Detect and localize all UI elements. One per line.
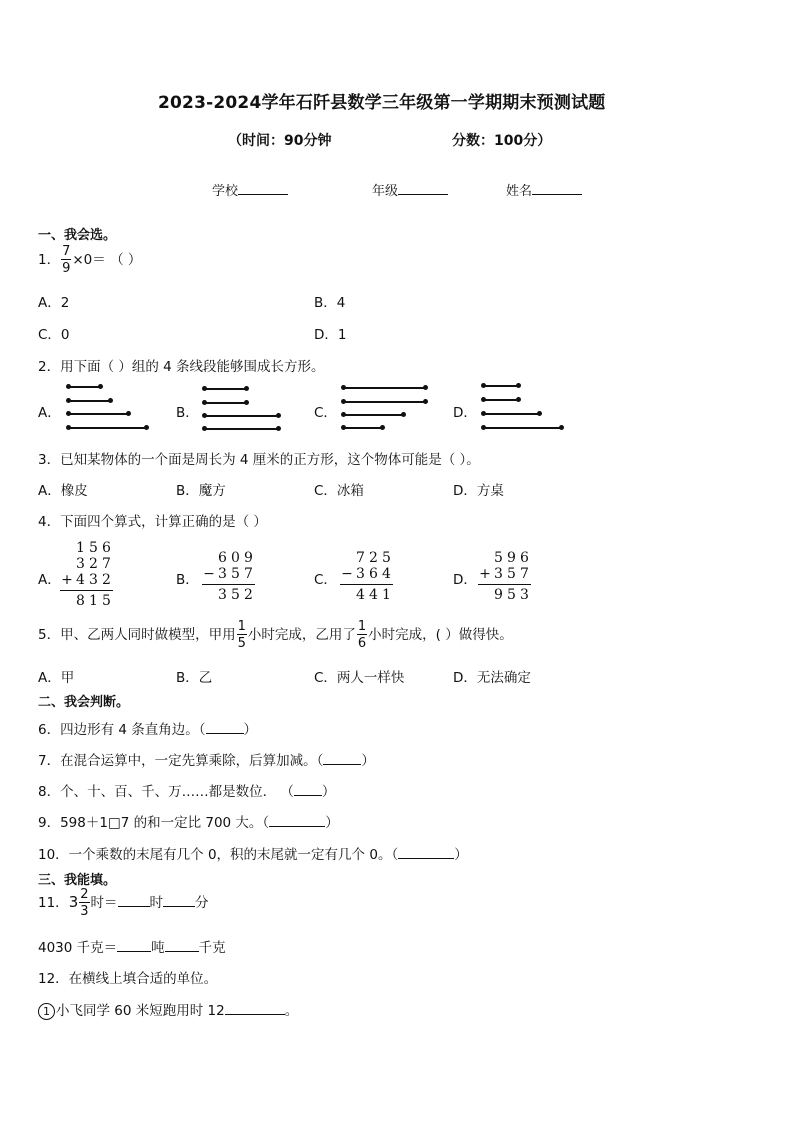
line-segment <box>204 428 279 430</box>
fraction <box>79 888 89 918</box>
arithmetic-c: 7 2 5 − 3 6 4 4 4 1 <box>340 550 393 603</box>
q5-option-a[interactable]: A．甲 <box>38 670 75 686</box>
question-text: 10．一个乘数的末尾有几个 0，积的末尾就一定有几个 0。（ <box>38 847 399 863</box>
section-heading: 一、我会选。 <box>38 228 117 243</box>
q1-text: ×0＝ （ ） <box>72 252 142 268</box>
time-label: （时间：90分钟 <box>228 133 332 149</box>
question-11-line-2 <box>38 936 226 956</box>
q5-option-c[interactable]: C．两人一样快 <box>314 670 405 686</box>
unit-text: 吨 <box>151 940 165 956</box>
arithmetic-a: 1 5 6 3 2 7 + 4 3 2 8 1 5 <box>60 540 113 609</box>
question-5 <box>38 620 513 650</box>
unit-text: 分 <box>195 895 209 911</box>
answer-blank[interactable] <box>294 781 322 796</box>
question-12-sub-1 <box>38 999 298 1020</box>
q1-option-b[interactable]: B．4 <box>314 295 346 311</box>
whole-number: 3 <box>68 893 79 911</box>
answer-blank[interactable] <box>323 750 361 765</box>
answer-blank[interactable] <box>118 892 150 907</box>
q4-option-a[interactable]: A． <box>38 572 61 588</box>
q1-option-a[interactable]: A．2 <box>38 295 70 311</box>
q2-option-a[interactable]: A． <box>38 405 61 421</box>
line-segment <box>343 414 404 416</box>
denominator: 9 <box>62 261 71 276</box>
line-segment <box>68 400 111 402</box>
question-2: 2．用下面（ ）组的 4 条线段能够围成长方形。 <box>38 359 325 375</box>
numerator: 1 <box>357 619 367 634</box>
unit-text: 时 <box>149 895 164 911</box>
fraction <box>357 620 367 650</box>
question-4: 4．下面四个算式，计算正确的是（ ） <box>38 514 267 530</box>
numerator: 2 <box>80 887 89 902</box>
grade-field <box>372 180 448 199</box>
line-segment <box>483 413 540 415</box>
line-segment <box>204 402 247 404</box>
paren-close: ） <box>243 722 258 738</box>
name-field <box>506 180 582 199</box>
question-12: 12．在横线上填合适的单位。 <box>38 971 218 987</box>
school-blank[interactable] <box>238 180 288 195</box>
line-segment <box>483 385 519 387</box>
section-heading: 三、我能填。 <box>38 873 117 888</box>
question-text: 7．在混合运算中，一定先算乘除，后算加减。（ <box>38 753 324 769</box>
q5-text: 5．甲、乙两人同时做模型，甲用 <box>38 627 236 643</box>
q4-option-b[interactable]: B． <box>176 572 199 588</box>
question-7 <box>38 749 375 769</box>
q2-option-b[interactable]: B． <box>176 405 199 421</box>
line-segment <box>68 427 147 429</box>
paren-close: ） <box>454 847 468 863</box>
paren-close: ） <box>325 815 339 831</box>
paren-close: ） <box>361 753 375 769</box>
question-text: 6．四边形有 4 条直角边。（ <box>38 722 206 738</box>
grade-blank[interactable] <box>398 180 448 195</box>
answer-blank[interactable] <box>225 1000 285 1015</box>
denominator: 5 <box>237 636 246 651</box>
q3-option-a[interactable]: A．橡皮 <box>38 483 88 499</box>
q3-option-c[interactable]: C．冰箱 <box>314 483 364 499</box>
numerator: 1 <box>237 619 246 634</box>
question-text: 小飞同学 60 米短跑用时 12 <box>56 1003 225 1019</box>
numerator: 7 <box>62 244 71 259</box>
line-segment <box>343 427 383 429</box>
question-10 <box>38 843 468 863</box>
q3-option-d[interactable]: D．方桌 <box>453 483 504 499</box>
q1-number: 1． <box>38 252 61 268</box>
q4-option-d[interactable]: D． <box>453 572 477 588</box>
question-1 <box>38 245 141 275</box>
unit-text: 时＝ <box>90 895 118 911</box>
answer-blank[interactable] <box>165 937 199 952</box>
unit-text: 千克 <box>198 940 226 956</box>
line-segment <box>204 388 247 390</box>
q1-option-d[interactable]: D．1 <box>314 327 347 343</box>
answer-blank[interactable] <box>163 892 195 907</box>
q2-option-d[interactable]: D． <box>453 405 477 421</box>
line-segment <box>483 399 519 401</box>
page-title: 2023-2024学年石阡县数学三年级第一学期期末预测试题 <box>158 93 606 113</box>
name-label: 姓名 <box>506 184 533 199</box>
question-text: 9．598＋1□7 的和一定比 700 大。（ <box>38 815 270 831</box>
question-text: 8．个、十、百、千、万……都是数位． （ <box>38 784 294 800</box>
answer-blank[interactable] <box>117 937 151 952</box>
answer-blank[interactable] <box>269 812 325 827</box>
score-label: 分数：100分） <box>452 133 552 149</box>
question-8 <box>38 780 335 800</box>
arithmetic-b: 6 0 9 − 3 5 7 3 5 2 <box>202 550 255 603</box>
line-segment <box>68 413 129 415</box>
answer-blank[interactable] <box>398 844 454 859</box>
q11-number: 11． <box>38 895 69 911</box>
denominator: 3 <box>80 904 89 919</box>
q1-option-c[interactable]: C．0 <box>38 327 70 343</box>
q2-option-c[interactable]: C． <box>314 405 337 421</box>
q3-option-b[interactable]: B．魔方 <box>176 483 226 499</box>
answer-blank[interactable] <box>206 719 244 734</box>
q4-option-c[interactable]: C． <box>314 572 337 588</box>
unit-text: 4030 千克＝ <box>38 940 118 956</box>
line-segment <box>483 427 562 429</box>
line-segment <box>343 387 426 389</box>
question-11 <box>38 888 209 918</box>
section-heading: 二、我会判断。 <box>38 695 130 710</box>
circled-number: 1 <box>38 1003 55 1020</box>
arithmetic-d: 5 9 6 + 3 5 7 9 5 3 <box>478 550 531 603</box>
q5-text: 小时完成，( ）做得快。 <box>368 627 513 643</box>
school-label: 学校 <box>212 184 239 199</box>
line-segment <box>343 401 426 403</box>
school-field <box>212 180 288 199</box>
line-segment <box>204 415 279 417</box>
fraction <box>237 620 247 650</box>
q5-option-d[interactable]: D．无法确定 <box>453 670 531 686</box>
denominator: 6 <box>357 636 367 651</box>
paren-close: ） <box>321 784 336 800</box>
question-9 <box>38 811 339 831</box>
line-segment <box>68 386 101 388</box>
question-6 <box>38 718 257 738</box>
grade-label: 年级 <box>372 184 399 199</box>
q5-option-b[interactable]: B．乙 <box>176 670 213 686</box>
name-blank[interactable] <box>532 180 582 195</box>
question-3: 3．已知某物体的一个面是周长为 4 厘米的正方形，这个物体可能是（ ）。 <box>38 452 480 468</box>
period: 。 <box>284 1003 299 1019</box>
fraction <box>61 245 71 275</box>
q5-text: 小时完成，乙用了 <box>247 627 356 643</box>
